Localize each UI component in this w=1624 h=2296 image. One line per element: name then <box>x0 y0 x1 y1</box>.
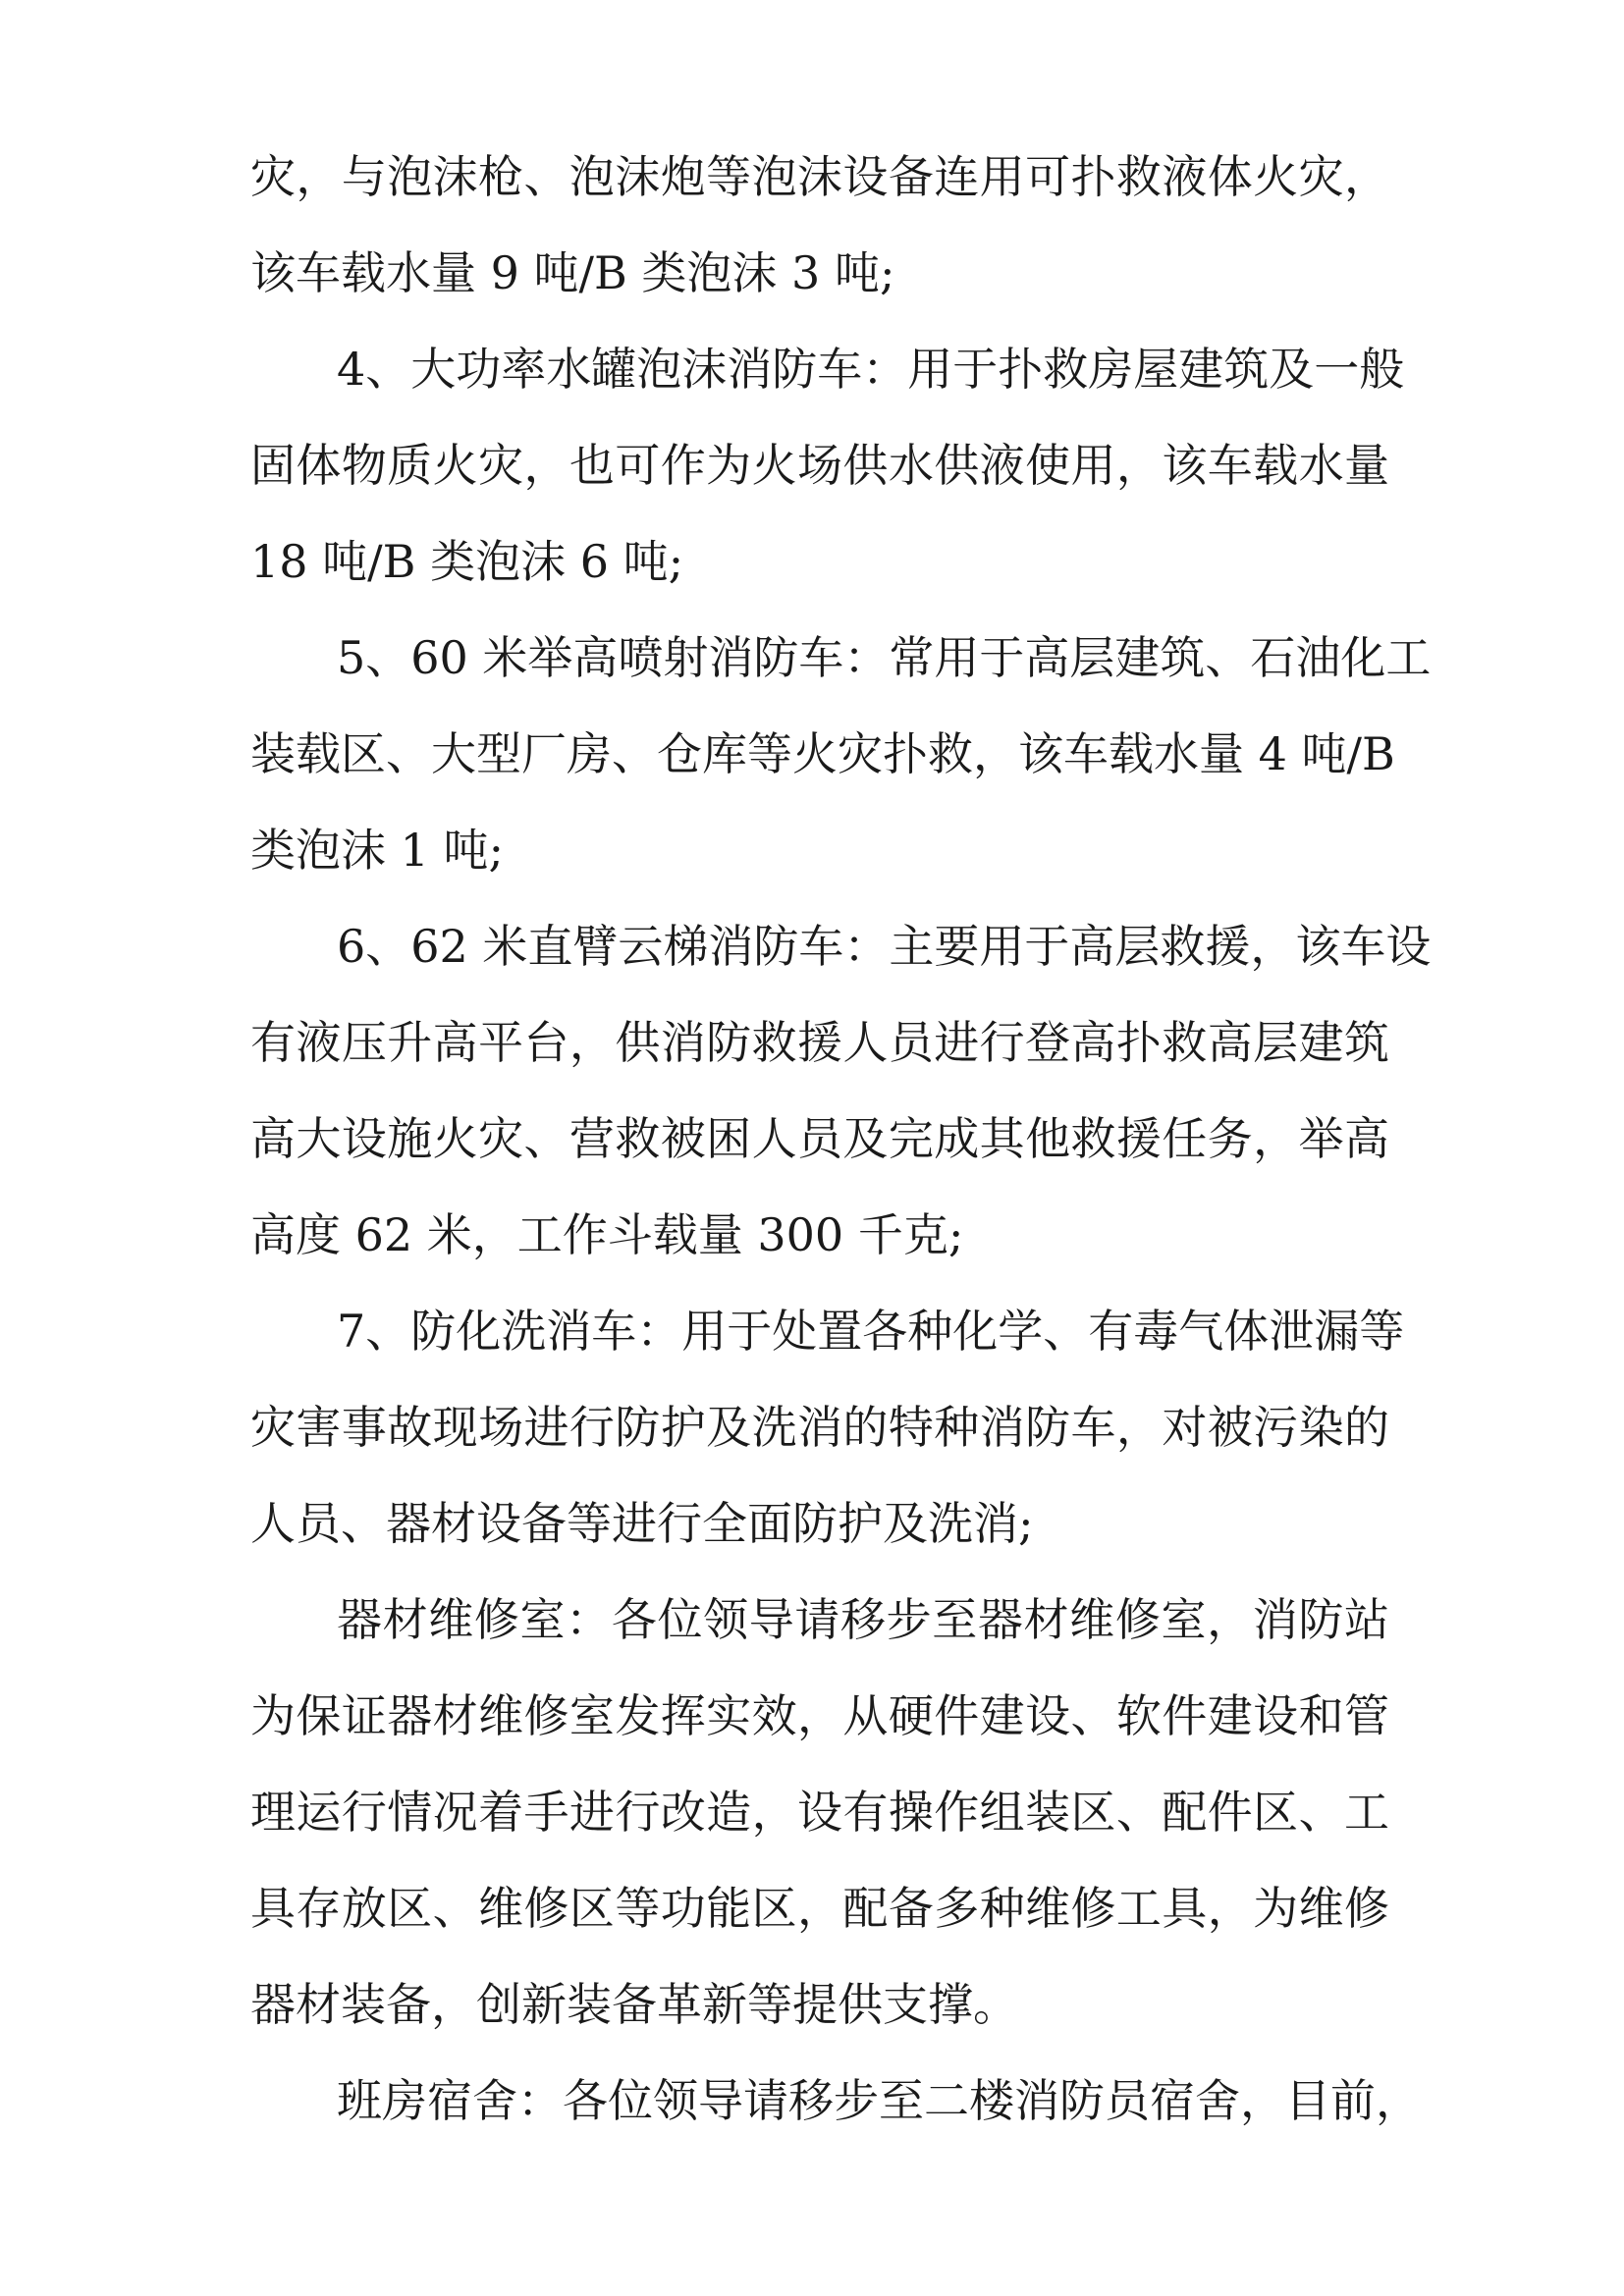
text-line: 具存放区、维修区等功能区，配备多种维修工具，为维修 <box>250 1882 1389 1935</box>
text-line: 装载区、大型厂房、仓库等火灾扑救，该车载水量 4 吨/B <box>250 727 1395 780</box>
text-line: 5、60 米举高喷射消防车：常用于高层建筑、石油化工 <box>337 631 1432 684</box>
text-line: 有液压升高平台，供消防救援人员进行登高扑救高层建筑 <box>250 1016 1389 1069</box>
text-line: 灾害事故现场进行防护及洗消的特种消防车，对被污染的 <box>250 1401 1389 1454</box>
text-line: 6、62 米直臂云梯消防车：主要用于高层救援，该车设 <box>337 920 1432 973</box>
text-line: 7、防化洗消车：用于处置各种化学、有毒气体泄漏等 <box>337 1305 1405 1358</box>
text-line: 该车载水量 9 吨/B 类泡沫 3 吨; <box>250 246 895 299</box>
text-line: 灾，与泡沫枪、泡沫炮等泡沫设备连用可扑救液体火灾， <box>250 150 1389 203</box>
text-line: 人员、器材设备等进行全面防护及洗消; <box>250 1497 1034 1550</box>
text-line: 为保证器材维修室发挥实效，从硬件建设、软件建设和管 <box>250 1689 1389 1742</box>
text-line: 18 吨/B 类泡沫 6 吨; <box>250 535 684 588</box>
text-line: 4、大功率水罐泡沫消防车：用于扑救房屋建筑及一般 <box>337 343 1405 396</box>
text-line: 高度 62 米，工作斗载量 300 千克; <box>250 1208 964 1261</box>
text-line: 固体物质火灾，也可作为火场供水供液使用，该车载水量 <box>250 439 1389 492</box>
text-line: 类泡沫 1 吨; <box>250 824 505 877</box>
text-line: 理运行情况着手进行改造，设有操作组装区、配件区、工 <box>250 1786 1389 1839</box>
text-line: 器材维修室：各位领导请移步至器材维修室，消防站 <box>337 1593 1389 1646</box>
text-line: 器材装备，创新装备革新等提供支撑。 <box>250 1978 1018 2031</box>
text-line: 高大设施火灾、营救被困人员及完成其他救援任务，举高 <box>250 1112 1389 1165</box>
text-line: 班房宿舍：各位领导请移步至二楼消防员宿舍，目前， <box>337 2074 1421 2127</box>
